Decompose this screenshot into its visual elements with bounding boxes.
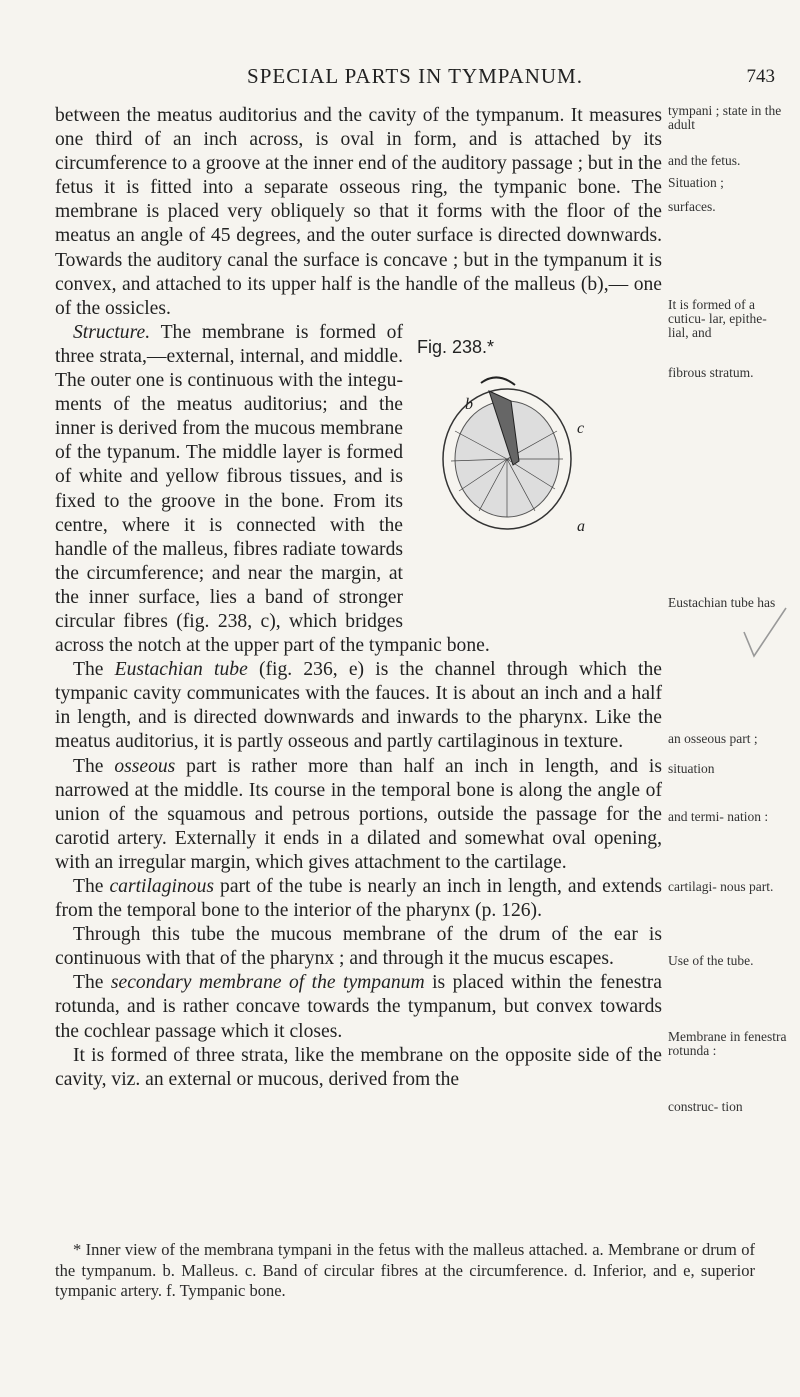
paragraph-structure: Structure. The membrane is formed of three strata,—external, internal, and middle. The outer one is continuous with the integu- ments of the meatus auditorius; and the inner is derived from the mucous membrane of the typanum. The middle layer is formed of white and yellow fibrous tissues, and is fixed to the groove in the bone. From its centre, where it is connected with the handle of the malleus, fibres radiate towards the circumference; and near the margin, at the inner surface, lies a band of stronger circular fibres (fig. 238, c), which bridges across the notch at the upper part of the tympanic bone. bbox=[55, 321, 490, 657]
margin-note-14: construc- tion bbox=[668, 1099, 743, 1114]
figure-label: Fig. 238.* bbox=[417, 336, 495, 357]
margin-note-7: Eustachian tube has bbox=[668, 595, 776, 610]
margin-note-10: and termi- nation : bbox=[668, 809, 769, 824]
tympanic-membrane-illustration bbox=[419, 361, 594, 546]
pencil-check-mark bbox=[740, 604, 790, 664]
figure-footnote bbox=[55, 1240, 755, 1302]
figure-letter-b: b bbox=[465, 395, 473, 413]
running-title: SPECIAL PARTS IN TYMPANUM. bbox=[247, 64, 583, 88]
paragraph-strata: It is formed of three strata, like the membrane on the opposite side of the cavity, viz. an external or mucous, derived from the bbox=[55, 1044, 662, 1090]
figure-238 bbox=[417, 335, 662, 615]
margin-note-2: and the fetus. bbox=[668, 153, 741, 168]
margin-note-8: an osseous part ; bbox=[668, 731, 758, 746]
margin-note-4: surfaces. bbox=[668, 199, 716, 214]
page-number: 743 bbox=[746, 66, 775, 87]
paragraph-use: Through this tube the mucous membrane of the drum of the ear is continuous with that of the pharynx ; and through it the mucus escapes. bbox=[55, 924, 662, 970]
margin-note-11: cartilagi- nous part. bbox=[668, 879, 774, 894]
figure-letter-c: c bbox=[577, 419, 585, 437]
margin-note-6: fibrous stratum. bbox=[668, 365, 754, 380]
page-header bbox=[55, 64, 775, 94]
margin-note-1: tympani ; state in the adult bbox=[668, 103, 782, 132]
paragraph-cartilaginous: The cartilaginous part of the tube is nearly an inch in length, and extends from the temporal bone to the interior of the pharynx (p. 126). bbox=[55, 876, 663, 922]
margin-note-3: Situation ; bbox=[668, 175, 724, 190]
margin-note-9: situation bbox=[668, 761, 715, 776]
paragraph-1: between the meatus auditorius and the cavity of the tympanum. It measures one third of an inch across, is oval in form, and is attached by its circumference to a groove at the inner end of the auditory passage ; but in the fetus it is fitted into a separate osseous ring, the tympanic bone. The membrane is placed very obliquely so that it forms with the floor of the meatus an angle of 45 degrees, and the outer surface is directed downwards. Towards the auditory canal the surface is concave ; but in the tympanum it is convex, and attached to its upper half is the handle of the malleus (b),— one of the ossicles. bbox=[55, 105, 662, 319]
paragraph-osseous: The osseous part is rather more than half an inch in length, and is narrowed at the middle. Its course in the temporal bone is along the angle of union of the squamous and petrous portions, outside the passage for the carotid artery. Externally it ends in a dilated and somewhat oval opening, with an irregular margin, which gives attachment to the cartilage. bbox=[55, 755, 662, 873]
main-text bbox=[55, 104, 662, 1092]
paragraph-secondary: The secondary membrane of the tympanum is placed within the fenestra rotunda, and is rather concave towards the tympanum, but convex towards the cochlear passage which it closes. bbox=[55, 972, 663, 1042]
paragraph-eustachian: The Eustachian tube (fig. 236, e) is the channel through which the tympanic cavity communicates with the fauces. It is about an inch and a half in length, and is directed downwards and inwards to the pharynx. Like the meatus auditorius, it is partly osseous and partly cartilaginous in texture. bbox=[55, 659, 662, 753]
footnote-text: * Inner view of the membrana tympani in the fetus with the malleus attached. a. Membrane or drum of the tympanum. b. Malleus. c. Band of circular fibres at the circumference. d. Inferior, and e, superior tympanic artery. f. Tympanic bone. bbox=[55, 1240, 755, 1300]
figure-letter-a: a bbox=[577, 517, 585, 535]
margin-note-12: Use of the tube. bbox=[668, 953, 754, 968]
margin-note-13: Membrane in fenestra rotunda : bbox=[668, 1029, 787, 1058]
margin-note-5: It is formed of a cuticu- lar, epithe- lial, and bbox=[668, 297, 767, 340]
